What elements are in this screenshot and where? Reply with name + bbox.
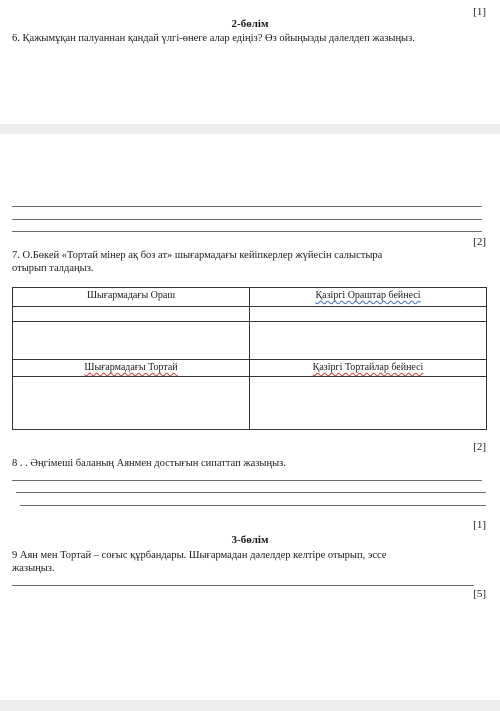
section-2-title: 2-бөлім xyxy=(231,18,269,30)
mark-top: [1] xyxy=(473,6,486,18)
table-row xyxy=(13,360,487,377)
page-separator xyxy=(0,700,500,711)
question-8: 8 . . Әңгімеші баланың Аянмен достығын сипаттап жазыңыз. xyxy=(12,458,286,469)
header-tortay-modern: Қазіргі Тортайлар бейнесі xyxy=(250,360,487,377)
answer-line xyxy=(12,231,482,232)
table-row xyxy=(13,288,487,307)
answer-line xyxy=(20,505,486,506)
header-orash-modern: Қазіргі Ораштар бейнесі xyxy=(250,288,487,307)
answer-line xyxy=(16,492,486,493)
comparison-table xyxy=(12,287,487,430)
section-3-title: 3-бөлім xyxy=(231,534,269,546)
table-cell[interactable] xyxy=(13,307,250,322)
header-orash-work: Шығармадағы Ораш xyxy=(13,288,250,307)
table-row xyxy=(13,377,487,430)
question-9-line1: 9 Аян мен Тортай – соғыс құрбандары. Шығармадан дәлелдер келтіре отырып, эссе xyxy=(12,550,387,561)
header-tortay-work: Шығармадағы Тортай xyxy=(13,360,250,377)
mark-q7: [2] xyxy=(473,236,486,248)
table-row xyxy=(13,322,487,360)
table-cell[interactable] xyxy=(250,307,487,322)
page-separator xyxy=(0,124,500,134)
table-row xyxy=(13,307,487,322)
table-cell[interactable] xyxy=(13,377,250,430)
mark-q9-top: [1] xyxy=(473,519,486,531)
mark-q8: [2] xyxy=(473,441,486,453)
question-6: 6. Қажымұқан палуаннан қандай үлгі-өнеге алар едіңіз? Өз ойыңызды дәлелдеп жазыңыз. xyxy=(12,33,415,44)
mark-q9-bottom: [5] xyxy=(473,588,486,600)
table-cell[interactable] xyxy=(250,322,487,360)
question-9-line2: жазыңыз. xyxy=(12,563,55,574)
table-cell[interactable] xyxy=(13,322,250,360)
question-7-line2: отырып талдаңыз. xyxy=(12,263,94,274)
answer-line xyxy=(12,585,474,586)
table-cell[interactable] xyxy=(250,377,487,430)
question-7-line1: 7. О.Бөкей «Тортай мінер ақ боз ат» шығармадағы кейіпкерлер жүйесін салыстыра xyxy=(12,250,383,261)
answer-line xyxy=(12,219,482,220)
answer-line xyxy=(12,206,482,207)
answer-line xyxy=(12,480,482,481)
